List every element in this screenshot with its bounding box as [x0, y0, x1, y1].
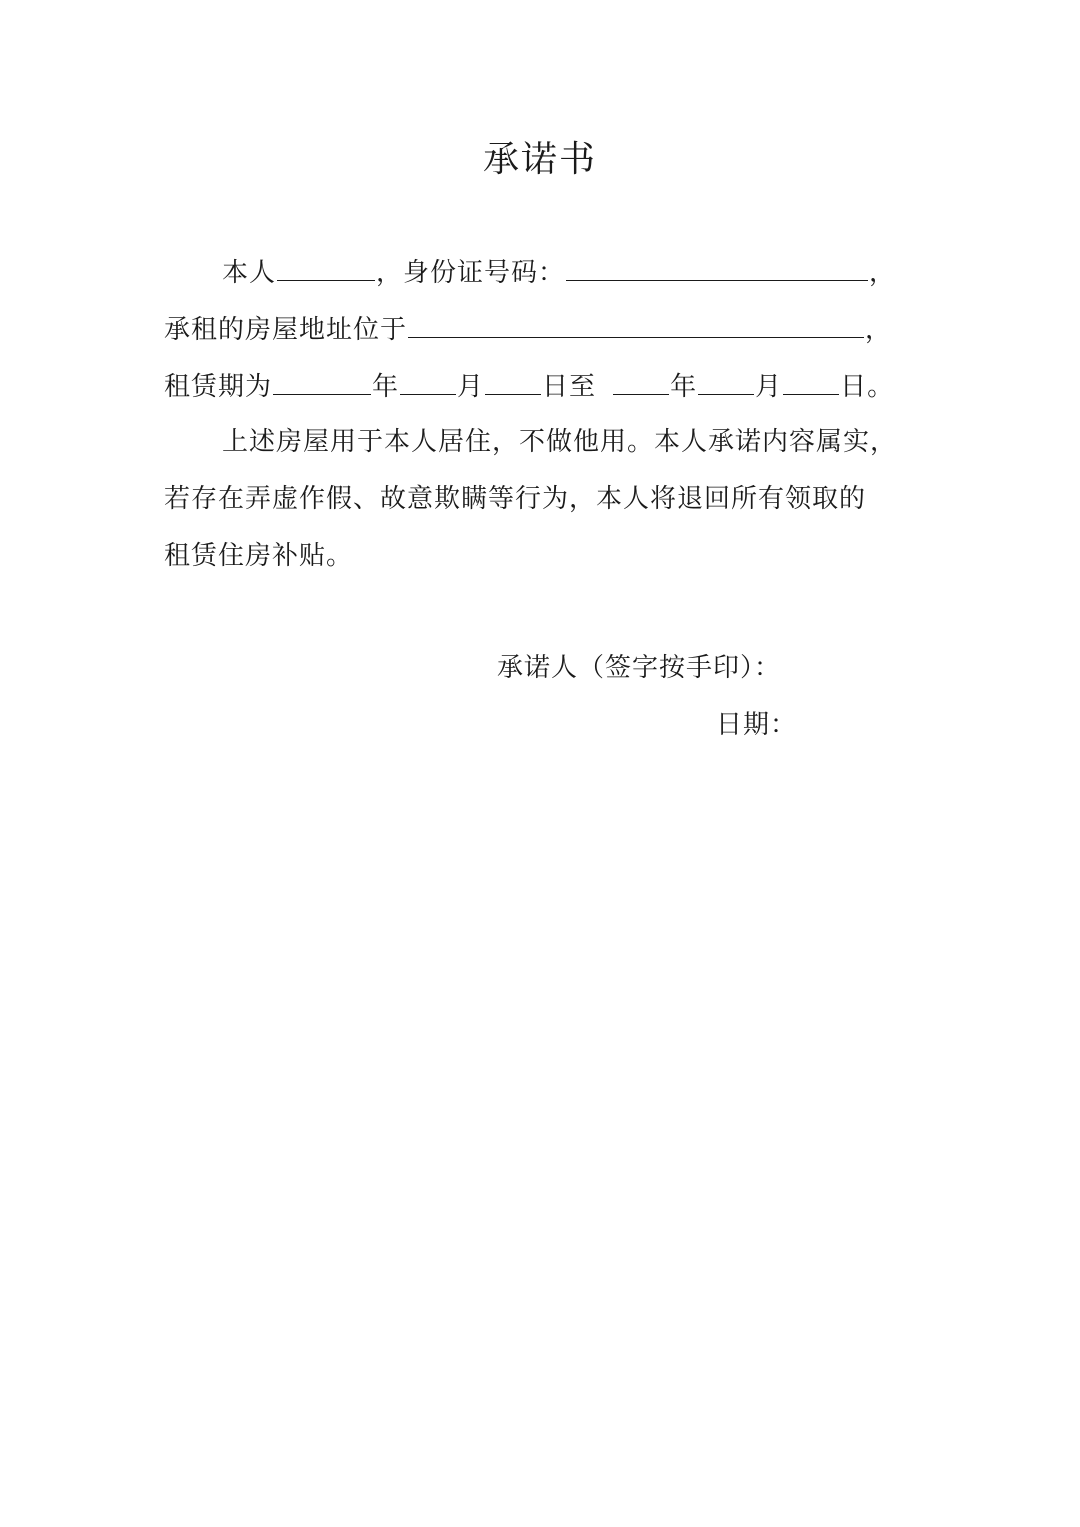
end-month-blank[interactable]: [698, 368, 754, 395]
start-day-blank[interactable]: [485, 368, 541, 395]
id-label: ，身份证号码：: [376, 258, 566, 288]
end-month-label: 月: [755, 372, 783, 402]
end-day-blank[interactable]: [783, 368, 839, 395]
address-blank[interactable]: [408, 311, 864, 338]
name-id-line: [222, 254, 896, 290]
paragraph-line-3: 租赁住房补贴。: [164, 541, 354, 571]
end-year-blank[interactable]: [613, 368, 669, 395]
signer-label: 承诺人（签字按手印）：: [497, 653, 782, 683]
start-year-blank[interactable]: [273, 368, 371, 395]
start-month-blank[interactable]: [400, 368, 456, 395]
lease-prefix: 租赁期为: [164, 372, 273, 402]
start-year-label: 年: [372, 372, 400, 402]
address-line: [164, 311, 892, 347]
line1-comma: ，: [869, 258, 897, 288]
end-year-label: 年: [670, 372, 698, 402]
start-month-label: 月: [457, 372, 485, 402]
name-blank[interactable]: [277, 254, 375, 281]
end-day-label: 日。: [840, 372, 895, 402]
start-day-label: 日至: [542, 372, 597, 402]
name-prefix: 本人: [222, 258, 277, 288]
id-number-blank[interactable]: [566, 254, 868, 281]
paragraph-line-2: 若存在弄虚作假、故意欺瞒等行为，本人将退回所有领取的: [164, 484, 867, 514]
lease-period-line: [164, 368, 894, 404]
document-title: 承诺书: [482, 139, 597, 180]
date-label: 日期：: [716, 710, 798, 740]
address-prefix: 承租的房屋地址位于: [164, 315, 408, 345]
paragraph-line-1: 上述房屋用于本人居住，不做他用。本人承诺内容属实，: [222, 427, 898, 457]
line2-comma: ，: [865, 315, 893, 345]
